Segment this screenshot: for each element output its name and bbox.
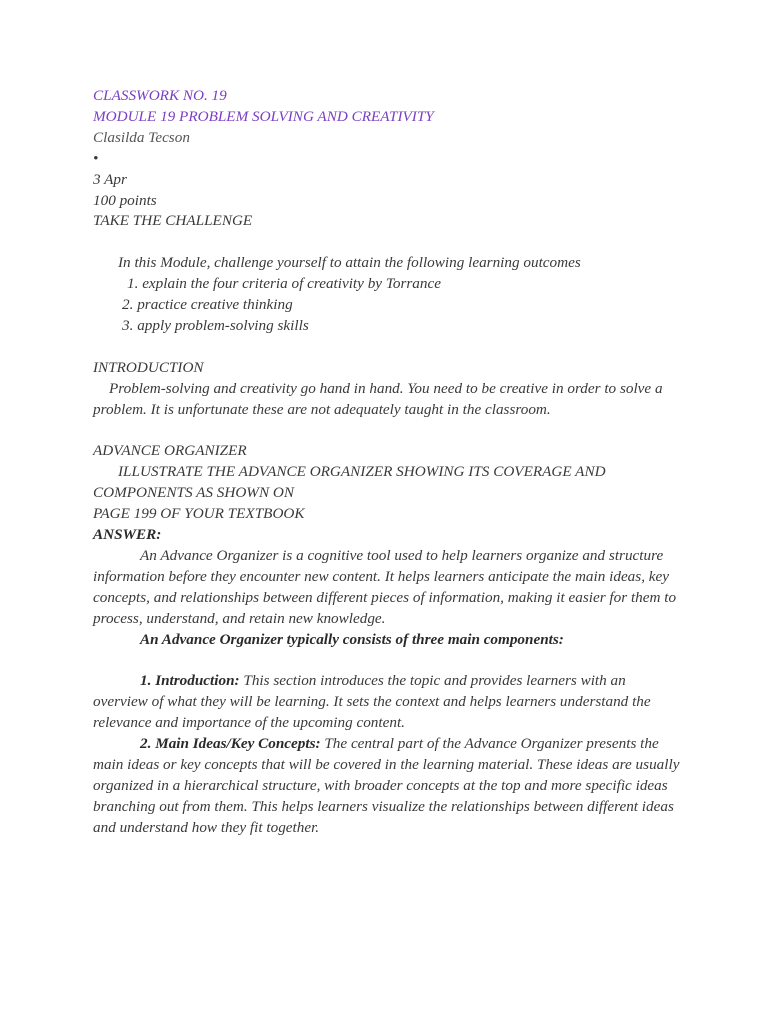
outcomes-intro: In this Module, challenge yourself to attain the following learning outcomes (118, 254, 581, 272)
introduction-heading: INTRODUCTION (93, 358, 204, 376)
answer-body: An Advance Organizer is a cognitive tool used to help learners organize and structure information before they encounter new content. It helps learners anticipate the main ideas, key concepts, and relationships between different pieces of information, making it easier for them to process, understand, and retain new knowledge. (93, 546, 677, 627)
classwork-title: CLASSWORK NO. 19 (93, 87, 227, 104)
advance-organizer-heading: ADVANCE ORGANIZER (93, 442, 247, 460)
instruction-line: PAGE 199 OF YOUR TEXTBOOK (93, 505, 305, 523)
component-title: 2. Main Ideas/Key Concepts: (140, 735, 321, 753)
component-text: This section introduces the topic and provides learners with an overview of what they will be learning. It sets the context and helps learners understand the relevance and importance of the upcoming content. (93, 672, 651, 732)
outcome-item: 1. explain the four criteria of creativity by Torrance (127, 275, 441, 293)
answer-label: ANSWER: (93, 525, 162, 543)
outcome-item: 3. apply problem-solving skills (122, 316, 309, 334)
introduction-body: Problem-solving and creativity go hand in hand. You need to be creative in order to solve a problem. It is unfortunate these are not adequately taught in the classroom. (93, 379, 663, 418)
component-paragraph (93, 671, 683, 734)
author-name: Clasilda Tecson (93, 128, 190, 146)
spacer (93, 650, 683, 671)
challenge-heading: TAKE THE CHALLENGE (93, 212, 253, 230)
instruction-line: COMPONENTS AS SHOWN ON (93, 484, 294, 502)
spacer (93, 337, 683, 358)
date-label: 3 Apr (93, 170, 127, 188)
components-heading: An Advance Organizer typically consists of three main components: (140, 630, 564, 648)
bullet-separator: • (93, 149, 99, 167)
component-paragraph (93, 734, 683, 839)
spacer (93, 420, 683, 441)
component-title: 1. Introduction: (140, 672, 240, 690)
document-page (93, 86, 683, 839)
module-title: MODULE 19 PROBLEM SOLVING AND CREATIVITY (93, 107, 434, 125)
component-text: The central part of the Advance Organizer presents the main ideas or key concepts that will be covered in the learning material. These ideas are usually organized in a hierarchical structure, with broader concepts at the top and more specific ideas branching out from them. This helps learners visualize the relationships between different ideas and understand how they fit together. (93, 735, 680, 836)
outcome-item: 2. practice creative thinking (122, 296, 293, 314)
points-label: 100 points (93, 191, 157, 209)
instruction-line: ILLUSTRATE THE ADVANCE ORGANIZER SHOWING ITS COVERAGE AND (118, 463, 606, 481)
spacer (93, 232, 683, 253)
